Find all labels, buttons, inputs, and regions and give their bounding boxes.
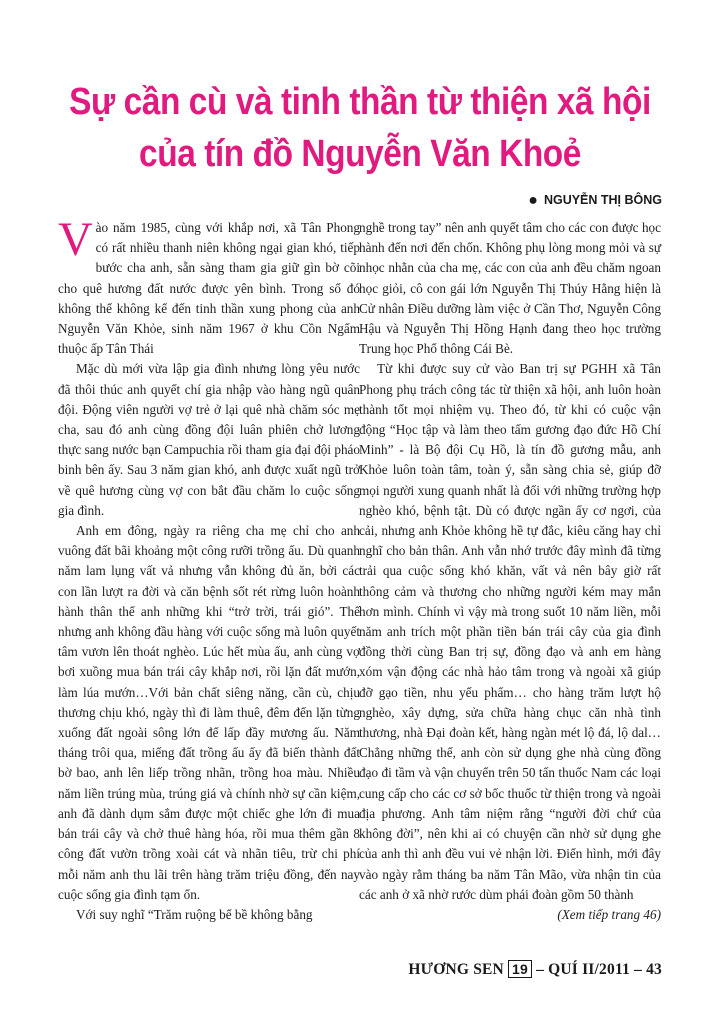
paragraph — [58, 213, 360, 359]
paragraph: nghề trong tay” nên anh quyết tâm cho các con được học hành đến nơi đến chốn. Không phụ lòng mong mỏi và sự nhọc nhằn của cha mẹ, các con của anh đều chăm ngoan học giỏi, cô con gái lớn Nguyễn Thị Thúy Hằng hiện là Cử nhân Điều dưỡng làm việc ở Cần Thơ, Nguyễn Công Hậu và Nguyễn Thị Hồng Hạnh đang theo học trường Trung học Phổ thông Cái Bè. — [359, 220, 661, 357]
author-name: NGUYỄN THỊ BÔNG — [543, 193, 662, 207]
magazine-name: HƯƠNG SEN — [408, 961, 504, 978]
right-column — [359, 218, 661, 925]
author-byline — [528, 192, 662, 210]
article-title-line-1: Sự cần cù và tinh thần từ thiện xã hội — [69, 81, 651, 123]
paragraph: Từ khi được suy cử vào Ban trị sự PGHH xã Tân Phong phụ trách công tác từ thiện xã hội, anh luôn hoàn thành tốt mọi nhiệm vụ. Theo đó, từ khi có cuộc vận động “Học tập và làm theo tấm gương đạo đức Hồ Chí Minh” - là Bộ đội Cụ Hồ, là tín đồ gương mẫu, anh Khỏe luôn toàn tâm, toàn ý, sẵn sàng chia sẻ, giúp đỡ mọi người xung quanh nhất là đối với những trường hợp nghèo khó, bệnh tật. Dù có được ngần ấy cơ ngơi, của cải, nhưng anh Khỏe không hề tự đắc, kiêu căng hay chỉ nghĩ cho bản thân. Anh vẫn nhớ trước đây mình đã từng trải qua cuộc sống khó khăn, vất vả nên bây giờ rất thông cảm và thương cho những người kém may mắn hơn mình. Chính vì vậy mà trong suốt 10 năm liền, mỗi năm anh trích một phần tiền bán trái cây của gia đình đồng thời cùng Ban trị sự, đồng đạo và anh em hàng xóm vận động các nhà hảo tâm trong và ngoài xã giúp đỡ gạo tiền, nhu yếu phẩm… cho hàng trăm lượt hộ nghèo, xây dựng, sửa chữa hàng chục căn nhà tình thương, nhà Đại đoàn kết, hàng ngàn mét lộ đá, lộ dal… Chẳng những thế, anh còn sử dụng ghe nhà cùng đồng đạo đi tầm và vận chuyển trên 50 tấn thuốc Nam các loại cung cấp cho các cơ sở bốc thuốc từ thiện trong và ngoài địa phương. Anh tâm niệm rằng “người đời chứ của không đời”, nên khi ai có chuyện cần nhờ sử dụng ghe của anh thì anh đều vui vẻ nhận lời. Điển hình, mới đây vào ngày rằm tháng ba năm Tân Mão, vừa nhận tin của các anh ở xã nhờ rước dùm phái đoàn gồm 50 thành — [359, 361, 661, 902]
issue-period-page: – QUÍ II/2011 – 43 — [536, 961, 662, 978]
paragraph-text: ào năm 1985, cùng với khắp nơi, xã Tân Phong có rất nhiều thanh niên không ngại gian khó, tiếp bước cha anh, sẵn sàng tham gia giữ gìn bờ cõi cho quê hương đất nước được yên bình. Trong số đó không thể không kể đến tinh thần xung phong của anh Nguyễn Văn Khỏe, sinh năm 1967 ở khu Cồn Ngẩm thuộc ấp Tân Thái — [58, 220, 360, 357]
article-title-line-2: của tín đồ Nguyễn Văn Khoẻ — [139, 133, 581, 175]
continued-note: (Xem tiếp trang 46) — [557, 906, 661, 922]
drop-cap: V — [58, 213, 93, 266]
article-title — [61, 76, 659, 180]
paragraph: Với suy nghĩ “Trăm ruộng bể bề không bằng — [76, 906, 313, 922]
paragraph: Mặc dù mới vừa lập gia đình nhưng lòng yêu nước đã thôi thúc anh quyết chí gia nhập vào hàng ngũ quân đội. Động viên người vợ trẻ ở lại quê nhà chăm sóc mẹ cha, sau đó anh cùng đồng đội luân phiên chở lương thực sang nước bạn Campuchia rồi tham gia đại đội pháo binh bên ấy. Sau 3 năm gian khó, anh được xuất ngũ trở về quê hương cùng vợ con bắt đầu chăm lo cuộc sống gia đình. — [58, 361, 360, 518]
page-footer — [408, 960, 662, 979]
paragraph: Anh em đông, ngày ra riêng cha mẹ chỉ cho anh vuông đất bãi khoảng một công rưỡi trồng ấu. Dù quanh năm lam lụng vất vả nhưng vẫn không đủ ăn, bởi các con lần lượt ra đời và căn bệnh sốt rét rừng luôn hoành hành thân thể anh những khi “trở trời, trái gió”. Thế nhưng anh không đầu hàng với cuộc sống mà luôn quyết tâm vươn lên thoát nghèo. Lúc hết mùa ấu, anh cùng vợ bơi xuồng mua bán trái cây khắp nơi, rồi lặn đất mướn, làm lúa mướn…Với bản chất siêng năng, cần cù, chịu thương chịu khó, ngày thì đi làm thuê, đêm đến lặn từng xuống đất ngoài sông lớn để lấp đầy mương ấu. Năm tháng trôi qua, miếng đất trồng ấu ấy đã biến thành đất bờ bao, anh lên liếp trồng nhãn, trồng hoa màu. Nhiều năm liền trúng mùa, trúng giá và chính nhờ sự cần kiệm, anh đã dành dụm sắm được một chiếc ghe lớn đi mua bán trái cây và chở thuê hàng hóa, rồi mua thêm gần 8 công đất vườn trồng xoài cát và nhãn tiêu, trừ chi phí mỗi năm anh thu lãi trên hàng trăm triệu đồng, đến nay cuộc sống gia đình tạm ổn. — [58, 523, 360, 902]
issue-number: 19 — [508, 960, 532, 978]
bullet-icon: ● — [528, 192, 538, 209]
left-column — [58, 213, 360, 925]
